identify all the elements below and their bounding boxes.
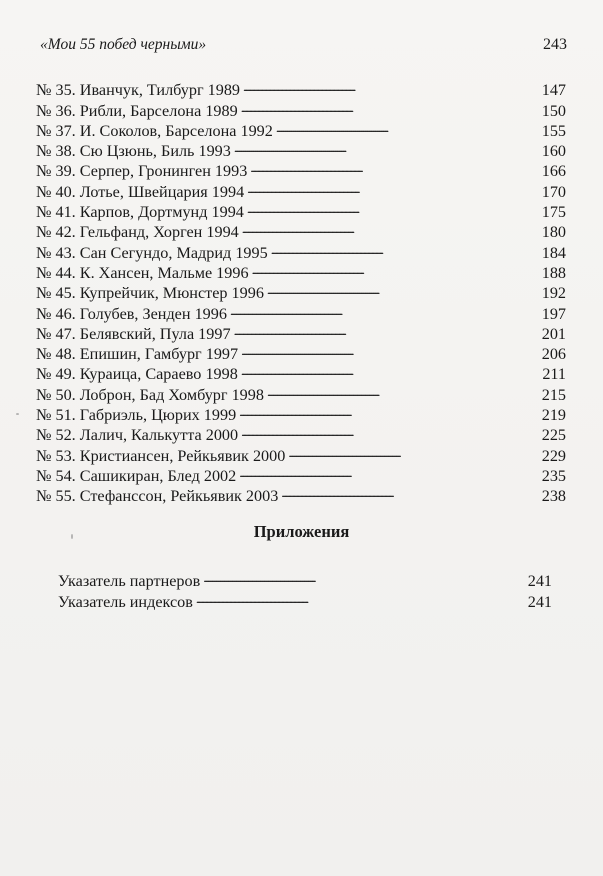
toc-entry-title: № 45. Купрейчик, Мюнстер 1996 (36, 284, 264, 303)
toc-entry-title: № 46. Голубев, Зенден 1996 (36, 304, 227, 323)
toc-entry-title: № 41. Карпов, Дортмунд 1994 (36, 203, 244, 222)
dot-leader (247, 197, 540, 217)
dot-leader (252, 258, 540, 278)
dot-leader (241, 95, 540, 115)
toc-entry-title: № 39. Серпер, Гронинген 1993 (36, 162, 248, 181)
toc-entry-page: 184 (541, 243, 566, 262)
toc-entry-page: 241 (527, 572, 552, 591)
appendix-list (58, 566, 552, 611)
dot-leader (242, 217, 540, 237)
toc-entry-page: 201 (541, 324, 566, 343)
toc-entry-page: 211 (542, 365, 566, 384)
toc-entry-title: Указатель партнеров (58, 572, 201, 591)
toc-entry-page: 235 (541, 466, 566, 485)
toc-entry-title: № 49. Кураица, Сараево 1998 (36, 365, 238, 384)
toc-entry-title: № 37. И. Соколов, Барселона 1992 (36, 121, 273, 140)
toc-entry-title: № 47. Белявский, Пула 1997 (36, 324, 231, 343)
toc-entry-page: 241 (527, 592, 552, 611)
page-number: 243 (543, 36, 567, 53)
dot-leader (239, 400, 540, 420)
dot-leader (203, 566, 525, 586)
toc-entry-page: 150 (541, 101, 566, 120)
toc-entry (36, 75, 566, 100)
toc-entry-title: № 35. Иванчук, Тилбург 1989 (36, 81, 241, 100)
toc-entry-page: 188 (541, 263, 566, 282)
toc-entry (58, 566, 552, 591)
toc-entry-page: 180 (541, 223, 566, 242)
toc-entry-page: 219 (541, 406, 566, 425)
toc-entry-title: № 44. К. Хансен, Мальме 1996 (36, 263, 249, 282)
dot-leader (234, 136, 540, 156)
toc-entry-title: № 43. Сан Сегундо, Мадрид 1995 (36, 243, 268, 262)
dot-leader (234, 319, 540, 339)
toc-entry-title: № 36. Рибли, Барселона 1989 (36, 101, 238, 120)
toc-entry-title: № 51. Габриэль, Цюрих 1999 (36, 406, 237, 425)
dot-leader (250, 156, 539, 176)
toc-entry-page: 175 (541, 203, 566, 222)
dot-leader (271, 237, 540, 257)
toc-entry-title: № 54. Сашикиран, Блед 2002 (36, 466, 237, 485)
toc-entry-page: 238 (541, 487, 566, 506)
toc-entry-page: 166 (541, 162, 566, 181)
table-of-contents (36, 75, 566, 506)
dot-leader (276, 116, 540, 136)
scan-speck (16, 413, 19, 415)
toc-entry-title: № 38. Сю Цзюнь, Биль 1993 (36, 142, 231, 161)
page-header (40, 36, 567, 56)
dot-leader (241, 359, 540, 379)
toc-entry-title: № 52. Лалич, Калькутта 2000 (36, 426, 239, 445)
toc-entry-page: 225 (541, 426, 566, 445)
dot-leader (267, 278, 540, 298)
dot-leader (243, 75, 540, 95)
toc-entry-title: № 50. Лоброн, Бад Хомбург 1998 (36, 385, 264, 404)
dot-leader (288, 440, 539, 460)
dot-leader (239, 461, 539, 481)
toc-entry-title: № 48. Епишин, Гамбург 1997 (36, 345, 239, 364)
dot-leader (247, 176, 540, 196)
dot-leader (241, 420, 540, 440)
dot-leader (267, 379, 540, 399)
dot-leader (230, 298, 540, 318)
toc-entry-title: № 40. Лотье, Швейцария 1994 (36, 182, 245, 201)
dot-leader (281, 481, 539, 501)
toc-entry-page: 147 (541, 81, 566, 100)
dot-leader (241, 339, 540, 359)
toc-entry-page: 229 (541, 446, 566, 465)
toc-entry-page: 155 (541, 121, 566, 140)
toc-entry-page: 170 (541, 182, 566, 201)
appendix-heading: Приложения (253, 522, 350, 541)
scan-speck (71, 534, 73, 539)
toc-entry-page: 206 (541, 345, 566, 364)
toc-entry-title: № 53. Кристиансен, Рейкьявик 2000 (36, 446, 286, 465)
toc-entry-title: № 42. Гельфанд, Хорген 1994 (36, 223, 239, 242)
toc-entry-page: 192 (541, 284, 566, 303)
dot-leader (196, 586, 526, 606)
running-title: «Мои 55 побед черными» (40, 36, 207, 53)
toc-entry-page: 197 (541, 304, 566, 323)
toc-entry-title: № 55. Стефанссон, Рейкьявик 2003 (36, 487, 279, 506)
toc-entry-page: 160 (541, 142, 566, 161)
toc-entry-title: Указатель индексов (58, 592, 193, 611)
toc-entry-page: 215 (541, 385, 566, 404)
